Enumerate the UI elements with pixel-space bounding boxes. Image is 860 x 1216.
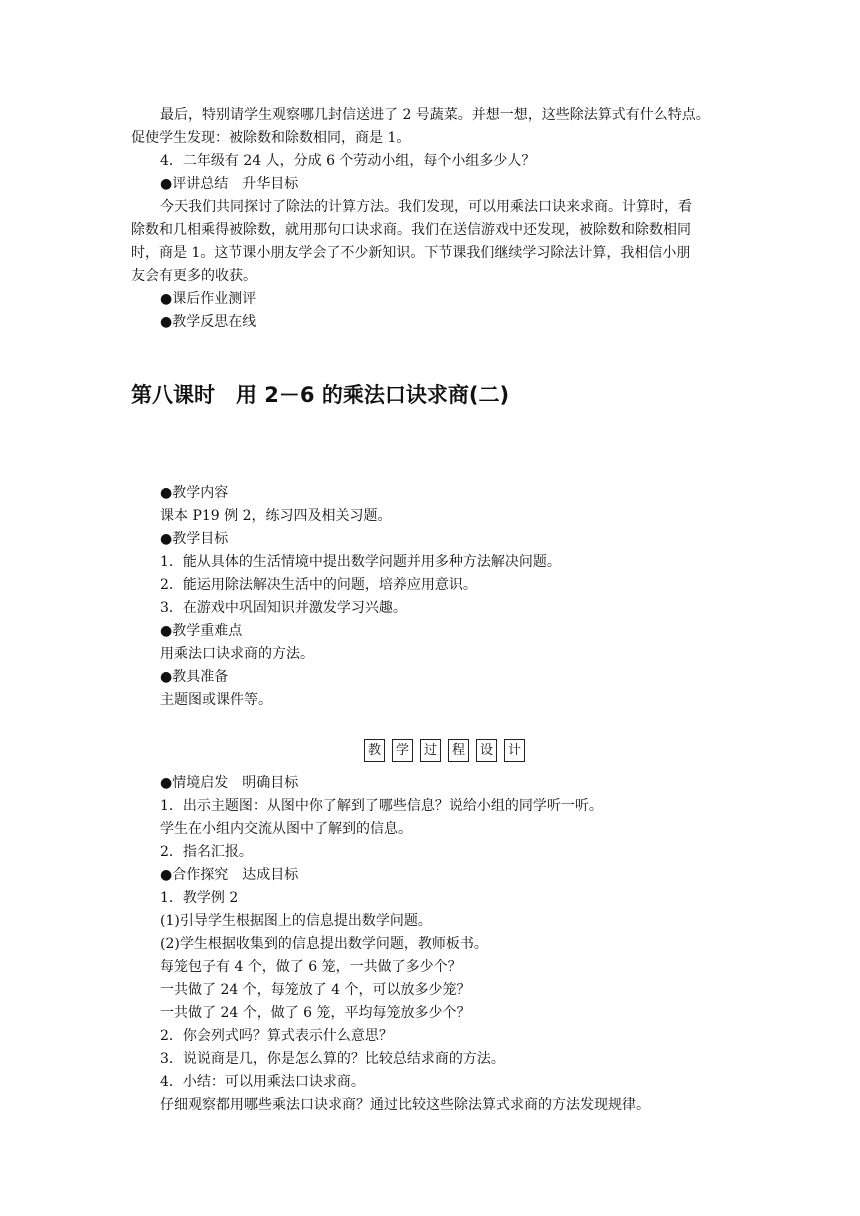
section-heading: ●教学反思在线	[160, 314, 257, 330]
heading-char-box: 计	[504, 739, 525, 762]
paragraph-line: 最后，特别请学生观察哪几封信送进了 2 号蔬菜。并想一想，这些除法算式有什么特点。	[160, 107, 710, 123]
section-heading: ●教学重难点	[160, 623, 243, 639]
section-heading: ●合作探究 达成目标	[160, 867, 299, 883]
goal-item: 3．在游戏中巩固知识并激发学习兴趣。	[160, 600, 407, 616]
heading-char-box: 设	[476, 739, 497, 762]
sub-step-item: (1)引导学生根据图上的信息提出数学问题。	[160, 913, 432, 929]
paragraph-line: 除数和几相乘得被除数，就用那句口诀求商。我们在送信游戏中还发现，被除数和除数相同	[131, 222, 691, 238]
goal-item: 2．能运用除法解决生活中的问题，培养应用意识。	[160, 577, 477, 593]
paragraph-line: 友会有更多的收获。	[131, 268, 257, 284]
lesson-title: 第八课时 用 2－6 的乘法口诀求商(二)	[131, 383, 510, 407]
goal-item: 1．能从具体的生活情境中提出数学问题并用多种方法解决问题。	[160, 554, 561, 570]
step-item: 2．指名汇报。	[160, 844, 253, 860]
question-item: 4．二年级有 24 人，分成 6 个劳动小组，每个小组多少人？	[160, 153, 536, 169]
paragraph-line: 促使学生发现：被除数和除数相同，商是 1。	[131, 130, 411, 146]
heading-char-box: 教	[364, 739, 385, 762]
heading-char-box: 学	[392, 739, 413, 762]
paragraph-line: 仔细观察都用哪些乘法口诀求商？通过比较这些除法算式求商的方法发现规律。	[160, 1097, 650, 1113]
paragraph-line: 今天我们共同探讨了除法的计算方法。我们发现，可以用乘法口诀来求商。计算时，看	[160, 199, 692, 215]
paragraph-line: 学生在小组内交流从图中了解到的信息。	[160, 821, 412, 837]
section-heading: ●教学目标	[160, 531, 229, 547]
paragraph-line: 时，商是 1。这节课小朋友学会了不少新知识。下节课我们继续学习除法计算，我相信小朋	[131, 245, 691, 261]
question-line: 一共做了 24 个，每笼放了 4 个，可以放多少笼？	[160, 982, 471, 998]
question-line: 一共做了 24 个，做了 6 笼，平均每笼放多少个？	[160, 1005, 471, 1021]
paragraph-line: 主题图或课件等。	[160, 692, 272, 708]
paragraph-line: 课本 P19 例 2，练习四及相关习题。	[160, 508, 392, 524]
section-heading: ●教学内容	[160, 485, 229, 501]
sub-step-item: (2)学生根据收集到的信息提出数学问题，教师板书。	[160, 936, 488, 952]
step-item: 3．说说商是几，你是怎么算的？比较总结求商的方法。	[160, 1051, 505, 1067]
step-item: 1．出示主题图：从图中你了解到了哪些信息？说给小组的同学听一听。	[160, 798, 603, 814]
section-heading: ●教具准备	[160, 669, 229, 685]
step-item: 2．你会列式吗？算式表示什么意思？	[160, 1028, 393, 1044]
section-heading: ●情境启发 明确目标	[160, 775, 299, 791]
heading-char-box: 过	[420, 739, 441, 762]
section-heading: ●课后作业测评	[160, 291, 257, 307]
step-item: 4．小结：可以用乘法口诀求商。	[160, 1074, 365, 1090]
question-line: 每笼包子有 4 个，做了 6 笼，一共做了多少个？	[160, 959, 462, 975]
paragraph-line: 用乘法口诀求商的方法。	[160, 646, 314, 662]
step-item: 1．教学例 2	[160, 890, 239, 906]
process-design-heading	[364, 739, 525, 762]
heading-char-box: 程	[448, 739, 469, 762]
section-heading: ●评讲总结 升华目标	[160, 176, 299, 192]
